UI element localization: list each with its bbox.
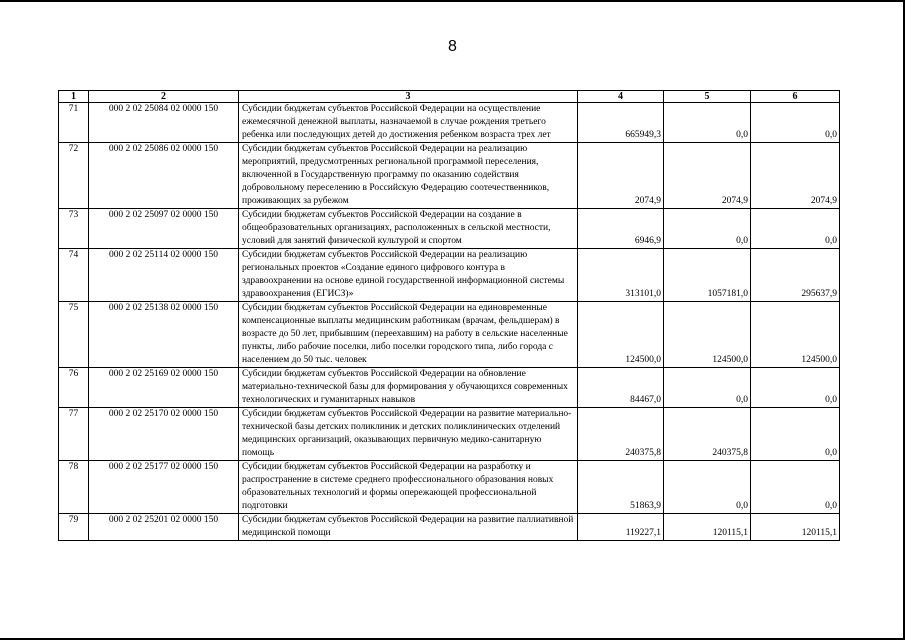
header-cell: 6: [751, 91, 840, 103]
value-col5: 0,0: [664, 368, 751, 408]
value-col6: 0,0: [751, 368, 840, 408]
subsidy-name: Субсидии бюджетам субъектов Российской Федерации на реализацию мероприятий, предусмотренных региональной программой переселения, включенной в Государственную программу по оказанию содействия добровольному переселению в Российскую Федерацию соотечественников, проживающих за рубежом: [239, 143, 578, 209]
value-col6: 124500,0: [751, 302, 840, 368]
budget-code: 000 2 02 25086 02 0000 150: [89, 143, 239, 209]
value-col4: 119227,1: [578, 514, 664, 541]
table-row: [59, 103, 840, 143]
budget-code: 000 2 02 25084 02 0000 150: [89, 103, 239, 143]
row-number: 71: [59, 103, 89, 143]
budget-code: 000 2 02 25177 02 0000 150: [89, 461, 239, 514]
value-col4: 51863,9: [578, 461, 664, 514]
value-col4: 2074,9: [578, 143, 664, 209]
value-col6: 0,0: [751, 461, 840, 514]
value-col5: 0,0: [664, 461, 751, 514]
row-number: 74: [59, 249, 89, 302]
budget-code: 000 2 02 25201 02 0000 150: [89, 514, 239, 541]
value-col5: 120115,1: [664, 514, 751, 541]
budget-code: 000 2 02 25170 02 0000 150: [89, 408, 239, 461]
row-number: 77: [59, 408, 89, 461]
value-col4: 6946,9: [578, 209, 664, 249]
subsidy-name: Субсидии бюджетам субъектов Российской Федерации на развитие паллиативной медицинской помощи: [239, 514, 578, 541]
value-col5: 2074,9: [664, 143, 751, 209]
value-col4: 665949,3: [578, 103, 664, 143]
budget-code: 000 2 02 25138 02 0000 150: [89, 302, 239, 368]
header-cell: 3: [239, 91, 578, 103]
budget-code: 000 2 02 25169 02 0000 150: [89, 368, 239, 408]
subsidy-name: Субсидии бюджетам субъектов Российской Федерации на осуществление ежемесячной денежной выплаты, назначаемой в случае рождения третьего ребенка или последующих детей до достижения ребенком возраста трех лет: [239, 103, 578, 143]
value-col4: 124500,0: [578, 302, 664, 368]
value-col6: 295637,9: [751, 249, 840, 302]
value-col6: 0,0: [751, 103, 840, 143]
budget-code: 000 2 02 25097 02 0000 150: [89, 209, 239, 249]
subsidy-name: Субсидии бюджетам субъектов Российской Федерации на единовременные компенсационные выплаты медицинским работникам (врачам, фельдшерам) в возрасте до 50 лет, прибывшим (переехавшим) на работу в сельские населенные пункты, либо рабочие поселки, либо поселки городского типа, либо города с населением до 50 тыс. человек: [239, 302, 578, 368]
table-row: [59, 461, 840, 514]
row-number: 72: [59, 143, 89, 209]
header-cell: 4: [578, 91, 664, 103]
table-row: [59, 209, 840, 249]
subsidy-name: Субсидии бюджетам субъектов Российской Федерации на создание в общеобразовательных организациях, расположенных в сельской местности, условий для занятий физической культурой и спортом: [239, 209, 578, 249]
value-col5: 0,0: [664, 209, 751, 249]
table-row: [59, 302, 840, 368]
value-col5: 124500,0: [664, 302, 751, 368]
value-col4: 240375,8: [578, 408, 664, 461]
value-col5: 0,0: [664, 103, 751, 143]
value-col6: 2074,9: [751, 143, 840, 209]
subsidy-name: Субсидии бюджетам субъектов Российской Федерации на разработку и распространение в системе среднего профессионального образования новых образовательных технологий и формы опережающей профессиональной подготовки: [239, 461, 578, 514]
row-number: 79: [59, 514, 89, 541]
page-border: [0, 0, 905, 2]
subsidy-name: Субсидии бюджетам субъектов Российской Федерации на развитие материально-технической базы детских поликлиник и детских поликлинических отделений медицинских организаций, оказывающих первичную медико-санитарную помощь: [239, 408, 578, 461]
value-col6: 0,0: [751, 209, 840, 249]
value-col4: 313101,0: [578, 249, 664, 302]
value-col4: 84467,0: [578, 368, 664, 408]
header-cell: 5: [664, 91, 751, 103]
table-row: [59, 249, 840, 302]
value-col6: 0,0: [751, 408, 840, 461]
value-col6: 120115,1: [751, 514, 840, 541]
row-number: 75: [59, 302, 89, 368]
value-col5: 1057181,0: [664, 249, 751, 302]
header-cell: 1: [59, 91, 89, 103]
table-row: [59, 368, 840, 408]
budget-code: 000 2 02 25114 02 0000 150: [89, 249, 239, 302]
table-row: [59, 143, 840, 209]
header-cell: 2: [89, 91, 239, 103]
table-row: [59, 408, 840, 461]
page-number: 8: [448, 38, 457, 55]
header-row: [59, 91, 840, 103]
budget-table: [58, 90, 840, 541]
value-col5: 240375,8: [664, 408, 751, 461]
row-number: 76: [59, 368, 89, 408]
row-number: 73: [59, 209, 89, 249]
row-number: 78: [59, 461, 89, 514]
subsidy-name: Субсидии бюджетам субъектов Российской Федерации на реализацию региональных проектов «Создание единого цифрового контура в здравоохранении на основе единой государственной информационной системы здравоохранения (ЕГИСЗ)»: [239, 249, 578, 302]
subsidy-name: Субсидии бюджетам субъектов Российской Федерации на обновление материально-технической базы для формирования у обучающихся современных технологических и гуманитарных навыков: [239, 368, 578, 408]
table-row: [59, 514, 840, 541]
